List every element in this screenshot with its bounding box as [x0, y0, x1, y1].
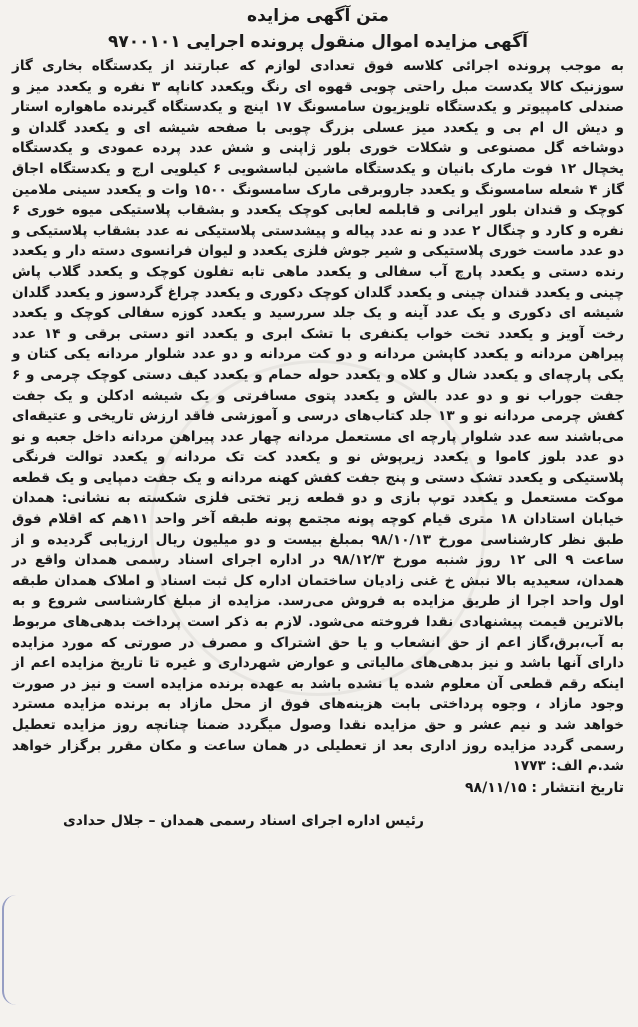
- notice-body: به موجب پرونده اجرائی کلاسه فوق تعدادی لوازم که عبارتند از یکدستگاه بخاری گاز سوزنیک کالا یکدست مبل راحتی چوبی قهوه ای رنگ ویکعدد کاناپه ۳ نفره و یکعدد میز و صندلی کامپیوتر و یکدستگاه تلویزیون سامسونگ ۱۷ اینچ و یکدستگاه گیرنده ماهواره استار و دیش ال ام بی و یکعدد میز عسلی بزرگ چوبی با صفحه شیشه ای و یکعدد گلدان و دوشاخه گل مصنوعی و شکلات خوری بلور ژاپنی و شش عدد پرده عمودی و یکدستگاه یخچال ۱۲ فوت مارک بانیان و یکدستگاه ماشین لباسشویی ۶ کیلویی ارج و یکدستگاه اجاق گاز ۴ شعله سامسونگ و یکعدد جاروبرقی مارک سامسونگ ۱۵۰۰ وات و یکعدد سینی ملامین کوچک و قندان بلور ایرانی و قابلمه لعابی کوچک یکعدد و بشقاب پلاستیکی میوه خوری ۶ نفره و کارد و چنگال ۲ عدد و نه عدد پیاله و پیشدستی پلاستیکی نه عدد بشقاب پلاستیکی و دو عدد ماست خوری پلاستیکی و شیر جوش فلزی یکعدد و لیوان فرانسوی دسته دار و یکعدد رنده دستی و یکعدد پارچ آب سفالی و یکعدد ماهی تابه تفلون کوچک و یکعدد گلاب پاش چینی و یکعدد قندان چینی و یکعدد گلدان کوچک دکوری و یکعدد چراغ گردسوز و یکعدد گلدان شیشه ای دکوری و یک عدد آینه و یک جلد سررسید و یکعدد کوزه سفالی کوچک و یکعدد رخت آویز و یکعدد تخت خواب یکنفری با تشک ابری و یکعدد اتو دستی برقی و ۱۴ عدد پیراهن مردانه و یکعدد کاپشن مردانه و دو کت مردانه و دو عدد شلوار مردانه یکی کتان و یکی پارچه‌ای و یکعدد شال و کلاه و یکعدد حوله حمام و یکعدد کیف دستی کوچک چرمی و ۶ جفت جوراب نو و دو عدد بالش و یکعدد پتوی مسافرتی و یک شیشه ادکلن و یک جفت کفش چرمی مردانه نو و ۱۳ جلد کتاب‌های درسی و آموزشی فاقد ارزش تاریخی و عتیقه‌ای می‌باشند سه عدد شلوار پارچه ای مستعمل مردانه چهار عدد پیراهن مردانه داخل جعبه و نو دو عدد بلوز کاموا و یکعدد زیرپوش نو و یکعدد کت تک مردانه و یکعدد توالت فرنگی پلاستیکی و یکعدد تشک دستی و پنج جفت کفش کهنه مردانه و یک جفت دمپایی و یک قطعه موکت مستعمل و یکعدد توپ بازی و دو قطعه زیر تختی فلزی شکسته به نشانی: همدان خیابان استادان ۱۸ متری قیام کوچه پونه مجتمع پونه طبقه آخر واحد ۱۱هم که اقلام فوق طبق نظر کارشناسی مورخ ۹۸/۱۰/۱۳ بمبلغ بیست و دو میلیون ریال ارزیابی گردیده و از ساعت ۹ الی ۱۲ روز شنبه مورخ ۹۸/۱۲/۳ در اداره اجرای اسناد رسمی همدان واقع در همدان، سعیدیه بالا نبش خ غنی زادیان ساختمان اداره کل ثبت اسناد و املاک همدان طبقه اول واحد اجرا از طریق مزایده به فروش می‌رسد. مزایده از مبلغ کارشناسی شروع و به بالاترین قیمت پیشنهادی نقدا فروخته می‌شود. لازم به ذکر است پرداخت بدهی‌های مربوط به آب،برق،گاز اعم از حق انشعاب و یا حق اشتراک و مصرف در صورتی که مورد مزایده دارای آنها باشد و نیز بدهی‌های مالیاتی و عوارض شهرداری و غیره تا تاریخ مزایده اعم از اینکه رقم قطعی آن معلوم شده یا نشده باشد به عهده برنده مزایده است و نیز در صورت وجود مازاد ، وجوه پرداختی بابت هزینه‌های فوق از محل مازاد به برنده مزایده مسترد خواهد شد و نیم عشر و حق مزایده نقدا وصول میگردد ضمنا چنانچه روز مزایده تعطیل رسمی گردد مزایده روز اداری بعد از تعطیلی در همان ساعت و مکان مقرر برگزار خواهد شد.م الف: ۱۷۷۳: [12, 58, 624, 775]
- signature-line: رئیس اداره اجرای اسناد رسمی همدان – جلال حدادی: [62, 812, 424, 829]
- notice-title: متن آگهی مزایده: [247, 6, 389, 26]
- publication-date: تاریخ انتشار : ۹۸/۱۱/۱۵: [465, 779, 624, 796]
- edge-ink-mark: [2, 895, 18, 1005]
- notice-subtitle: آگهی مزایده اموال منقول پرونده اجرایی ۹۷۰۰۱۰۱: [108, 32, 528, 52]
